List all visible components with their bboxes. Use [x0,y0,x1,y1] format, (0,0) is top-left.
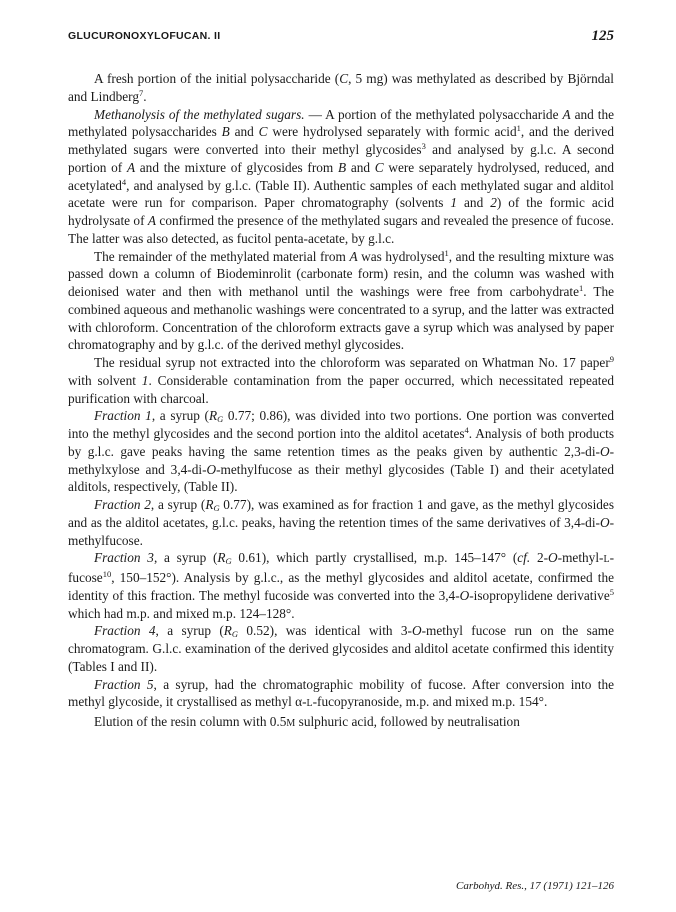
paragraph-fraction-4: Fraction 4, a syrup ($R_G$ 0.52), was identical with 3-O-methyl fucose run on the same chromatogram. G.l.c. examination of the derived glycosides and alditol acetate confirmed this identity (Tables I and II). [68,623,614,674]
paragraph-fraction-3: Fraction 3, a syrup ($R_G$ 0.61), which partly crystallised, m.p. 145–147° (cf. 2-O-methyl-L-fucose$^{10}$, 150–152°). Analysis by g.l.c., as the methyl glycosides and alditol acetate, confirmed the identity of this fraction. The methyl fucoside was converted into the 3,4-O-isopropylidene derivative$^5$ which had m.p. and mixed m.p. 124–128°. [68,550,614,621]
running-title: GLUCURONOXYLOFUCAN. II [68,30,221,42]
section-heading-methanolysis: Methanolysis of the methylated sugars. [94,106,305,122]
paragraph-methylation-c: A fresh portion of the initial polysaccharide (C, 5 mg) was methylated as described by Björndal and Lindberg$^7$. [68,71,614,104]
journal-volume: , 17 (1971) 121–126 [524,880,614,892]
journal-name: Carbohyd. Res. [456,880,525,892]
page-number: 125 [591,28,614,44]
paragraph-fraction-2: Fraction 2, a syrup ($R_G$ 0.77), was examined as for fraction 1 and gave, as the methyl glycosides and as the alditol acetates, g.l.c. peaks, having the retention times of the same derivatives of 3,4-di-O-methylfucose. [68,497,614,548]
paragraph-fraction-5: Fraction 5, a syrup, had the chromatographic mobility of fucose. After conversion into the methyl glycoside, it crystallised as methyl α-L-fucopyranoside, m.p. and mixed m.p. 154°. [68,676,614,710]
paragraph-residual-syrup: The residual syrup not extracted into the chloroform was separated on Whatman No. 17 paper$^9$ with solvent 1. Considerable contamination from the paper occurred, which necessitated repeated purification with charcoal. [68,354,614,406]
journal-citation [456,880,614,892]
paragraph-fraction-1: Fraction 1, a syrup ($R_G$ 0.77; 0.86), was divided into two portions. One portion was converted into the methyl glycosides and the second portion into the alditol acetates$^4$. Analysis of both products by g.l.c. gave peaks having the same retention times as the peaks given by authentic 2,3-di-O-methylxylose and 3,4-di-O-methylfucose as their methyl glycosides (Table I) and their acetylated alditols, respectively, (Table II). [68,408,614,495]
paragraph-hydrolysis-a: The remainder of the methylated material from A was hydrolysed$^1$, and the resulting mixture was passed down a column of Biodeminrolit (carbonate form) resin, and the column was washed with deionised water and then with methanol until the washings were free from carbohydrate$^1$. The combined aqueous and methanolic washings were concentrated to a syrup, and the latter was extracted with chloroform. Concentration of the chloroform extracts gave a syrup which was analysed by paper chromatography and by g.l.c. of the derived methyl glycosides. [68,247,614,353]
article-body [68,70,614,733]
paragraph-elution: Elution of the resin column with 0.5M sulphuric acid, followed by neutralisation [94,714,520,729]
paragraph-methanolysis: Methanolysis of the methylated sugars. — A portion of the methylated polysaccharide A and the methylated polysaccharides B and C were hydrolysed separately with formic acid$^1$, and the derived methylated sugars were converted into their methyl glycosides$^3$ and analysed by g.l.c. A second portion of A and the mixture of glycosides from B and C were separately hydrolysed, reduced, and acetylated$^4$, and analysed by g.l.c. (Table II). Authentic samples of each methylated sugar and alditol acetate were run for comparison. Paper chromatography (solvents 1 and 2) of the formic acid hydrolysate of A confirmed the presence of the methylated sugars and revealed the presence of fucose. The latter was also detected, as fucitol penta-acetate, by g.l.c. [68,106,615,246]
running-head [68,28,614,46]
